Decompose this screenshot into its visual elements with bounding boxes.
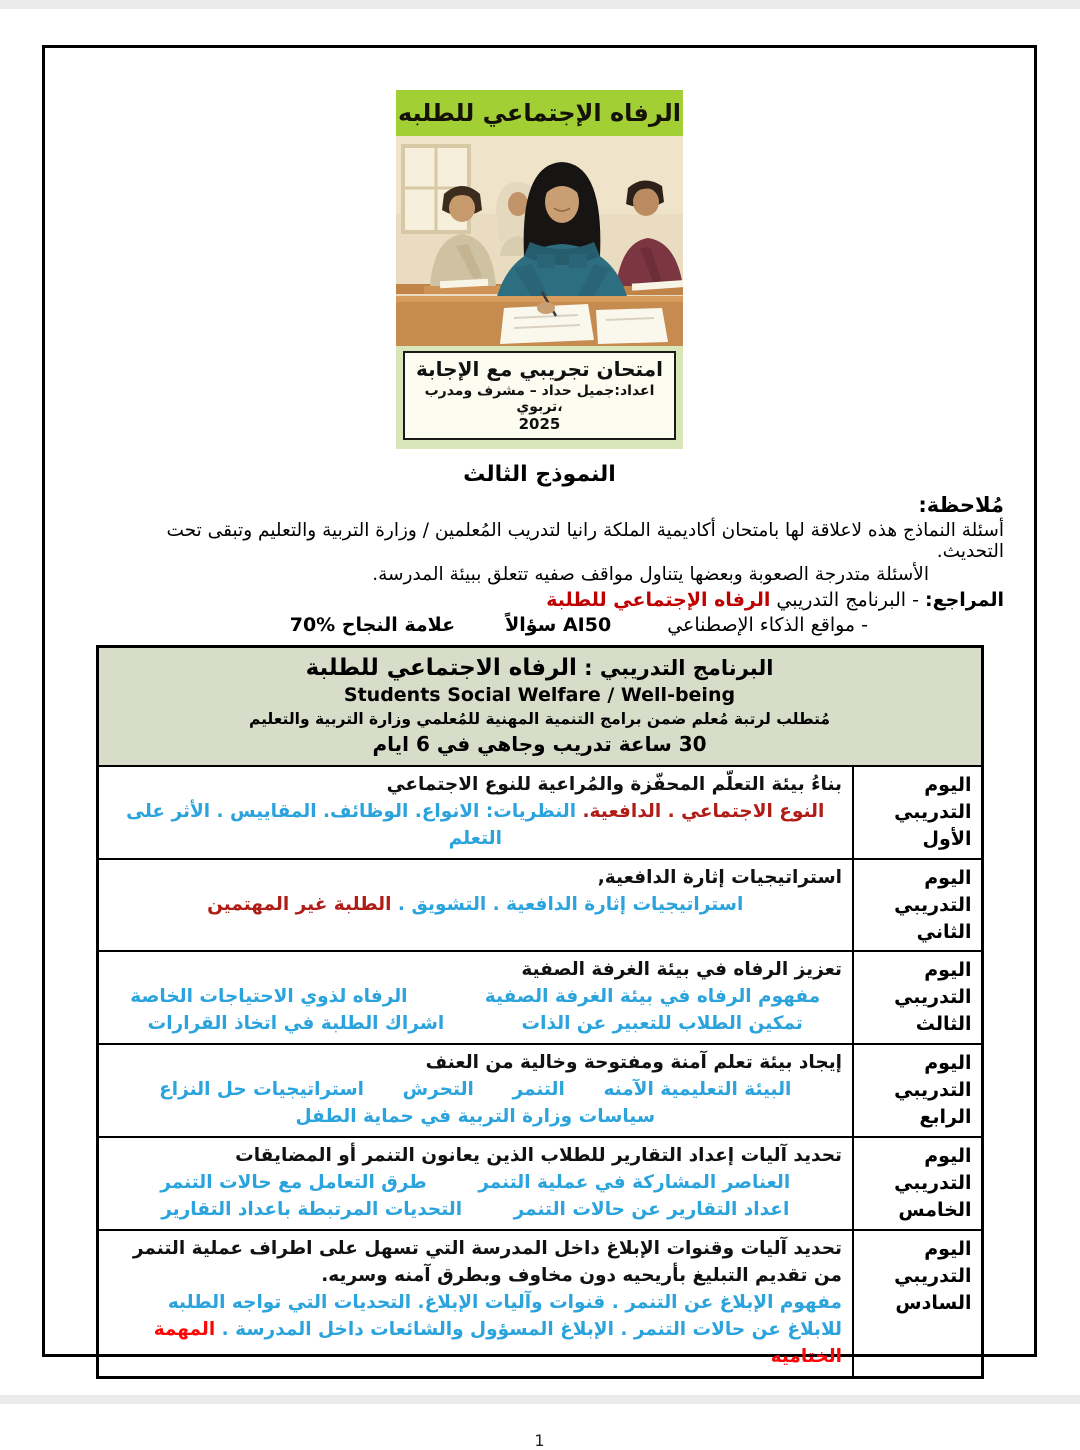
poster-caption	[396, 346, 683, 449]
content-line	[109, 1235, 843, 1289]
content-line	[109, 1142, 843, 1169]
note-line-2: الأسئلة متدرجة الصعوبة وبعضها يتناول مواقف صفيه تتعلق ببيئة المدرسة.	[372, 564, 929, 585]
content-line	[109, 1196, 843, 1223]
table-header-row	[97, 647, 982, 767]
day-cell	[853, 1230, 982, 1378]
table-header-cell	[97, 647, 982, 767]
text-segment: تحديد آليات وقنوات الإبلاغ داخل المدرسة التي تسهل على اطراف عملية التنمر من تقديم التبليغ بأريحيه دون مخاوف وبطرق آمنه وسريه.	[132, 1238, 842, 1286]
text-segment: تعزيز الرفاه في بيئة الغرفة الصفية	[521, 959, 842, 980]
poster-banner-title: الرفاه الإجتماعي للطلبه	[396, 90, 683, 136]
text-segment: إيجاد بيئة تعلم آمنة ومفتوحة وخالية من العنف	[425, 1052, 842, 1073]
day-cell	[853, 1044, 982, 1137]
references-item2-ai: AI	[562, 614, 585, 636]
text-segment: تحديد آليات إعداد التقارير للطلاب الذين يعانون التنمر أو المضايقات	[235, 1145, 842, 1166]
content-cell	[97, 1044, 853, 1137]
day-label: اليوم التدريبي	[894, 867, 972, 916]
content-line	[109, 1049, 843, 1076]
day-label: الرابع	[919, 1106, 972, 1128]
page-border-frame	[42, 45, 1037, 1450]
text-segment: تمكين الطلاب للتعبير عن الذات اشراك الطلبة في اتخاذ القرارات	[147, 1013, 803, 1034]
day-label: اليوم التدريبي	[894, 774, 972, 823]
day-label: اليوم التدريبي	[894, 959, 972, 1008]
day-label: اليوم التدريبي	[894, 1145, 972, 1194]
text-segment: المهمة الختاميه	[153, 1319, 842, 1367]
classroom-photo	[396, 136, 683, 346]
text-segment: مفهوم الإبلاغ عن التنمر . قنوات وآليات الإبلاغ. التحديات التي تواجه الطلبه للابلاغ عن حالات التنمر . الإبلاغ المسؤول والشائعات داخل المدرسة .	[167, 1292, 842, 1340]
references-item2-text: - مواقع الذكاء الإصطناعي	[661, 614, 868, 636]
references-item1-prefix: - البرنامج التدريبي	[770, 589, 925, 611]
day-cell	[853, 859, 982, 951]
day-cell	[853, 1137, 982, 1230]
references-line-1	[100, 589, 1004, 611]
day-label: السادس	[895, 1292, 972, 1314]
note-section	[100, 493, 1004, 585]
references-label: المراجع:	[925, 589, 1004, 611]
content-cell	[97, 951, 853, 1044]
table-row	[97, 1044, 982, 1137]
text-segment: مفهوم الرفاه في بيئة الغرفة الصفية الرفاه لذوي الاحتياجات الخاصة	[130, 986, 821, 1007]
text-segment: الطلبة غير المهتمين	[207, 894, 392, 915]
content-line	[109, 1103, 843, 1130]
day-cell	[853, 951, 982, 1044]
text-segment: سياسات وزارة التربية في حماية الطفل	[295, 1106, 656, 1127]
day-label: اليوم التدريبي	[894, 1052, 972, 1101]
text-segment: العناصر المشاركة في عملية التنمر طرق التعامل مع حالات التنمر	[160, 1172, 791, 1193]
content-cell	[97, 859, 853, 951]
page-number: 1	[534, 1431, 545, 1450]
text-segment: استراتيجيات إثارة الدافعية . التشويق .	[391, 894, 744, 915]
table-row	[97, 1137, 982, 1230]
content-line	[109, 1169, 843, 1196]
day-label: الثاني	[916, 921, 972, 943]
note-line-1: أسئلة النماذج هذه لاعلاقة لها بامتحان أكاديمية الملكة رانيا لتدريب المُعلمين / وزارة التربية والتعليم وتبقى تحت التحديث.	[166, 520, 1004, 562]
training-schedule-table	[96, 645, 984, 1379]
model-heading: النموذج الثالث	[463, 462, 616, 487]
content-line	[109, 1010, 843, 1037]
exam-desk	[396, 292, 683, 346]
references-section	[100, 589, 1004, 636]
day-label: الخامس	[898, 1199, 972, 1221]
program-duration: 30 ساعة تدريب وجاهي في 6 ايام	[372, 732, 707, 756]
references-item2-pass: علامة النجاح %70	[289, 614, 456, 636]
references-item2-questions: 50 سؤالاً	[505, 614, 612, 636]
text-segment: النظريات: الانواع. الوظائف. المقاييس . الأثر على التعلم	[126, 801, 577, 849]
viewer-edge-bottom	[0, 1395, 1080, 1404]
table-row	[97, 766, 982, 859]
content-cell	[97, 1230, 853, 1378]
content-line	[109, 1076, 843, 1103]
table-row	[97, 951, 982, 1044]
poster-caption-box	[403, 351, 676, 440]
viewer-edge-top	[0, 0, 1080, 9]
content-line	[109, 1289, 843, 1370]
caption-year: 2025	[518, 415, 561, 433]
program-title: البرنامج التدريبي : الرفاه الاجتماعي للطلبة	[305, 655, 774, 681]
references-item1-program: الرفاه الإجتماعي للطلبة	[546, 589, 771, 611]
program-requirement: مُتطلب لرتبة مُعلم ضمن برامج التنمية المهنية للمُعلمي وزارة التربية والتعليم	[248, 710, 831, 728]
program-subtitle-en: Students Social Welfare / Well-being	[343, 684, 736, 706]
day-label: الثالث	[915, 1013, 972, 1035]
content-cell	[97, 766, 853, 859]
text-segment: استراتيجيات إثارة الدافعية,	[597, 867, 842, 888]
day-label: الأول	[922, 828, 972, 850]
references-line-2	[100, 614, 868, 636]
content-line	[109, 798, 843, 852]
poster	[396, 90, 683, 449]
note-label: مُلاحظة:	[918, 493, 1004, 517]
day-cell	[853, 766, 982, 859]
day-label: اليوم التدريبي	[894, 1238, 972, 1287]
content-line	[109, 891, 843, 918]
content-line	[109, 956, 843, 983]
content-line	[109, 864, 843, 891]
table-row	[97, 1230, 982, 1378]
text-segment: البيئة التعليمية الآمنه التنمر التحرش استراتيجيات حل النزاع	[159, 1079, 792, 1100]
table-row	[97, 859, 982, 951]
content-cell	[97, 1137, 853, 1230]
caption-title: امتحان تجريبي مع الإجابة	[416, 357, 663, 381]
content-line	[109, 983, 843, 1010]
content-line	[109, 771, 843, 798]
text-segment: بناءُ بيئة التعلّم المحفّزة والمُراعية للنوع الاجتماعي	[386, 774, 842, 795]
caption-author: اعداد:جميل حداد – مشرف ومدرب تربوي،	[424, 383, 655, 415]
text-segment: اعداد التقارير عن حالات التنمر التحديات المرتبطة باعداد التقارير	[161, 1199, 790, 1220]
text-segment: النوع الاجتماعي . الدافعية.	[576, 801, 825, 822]
